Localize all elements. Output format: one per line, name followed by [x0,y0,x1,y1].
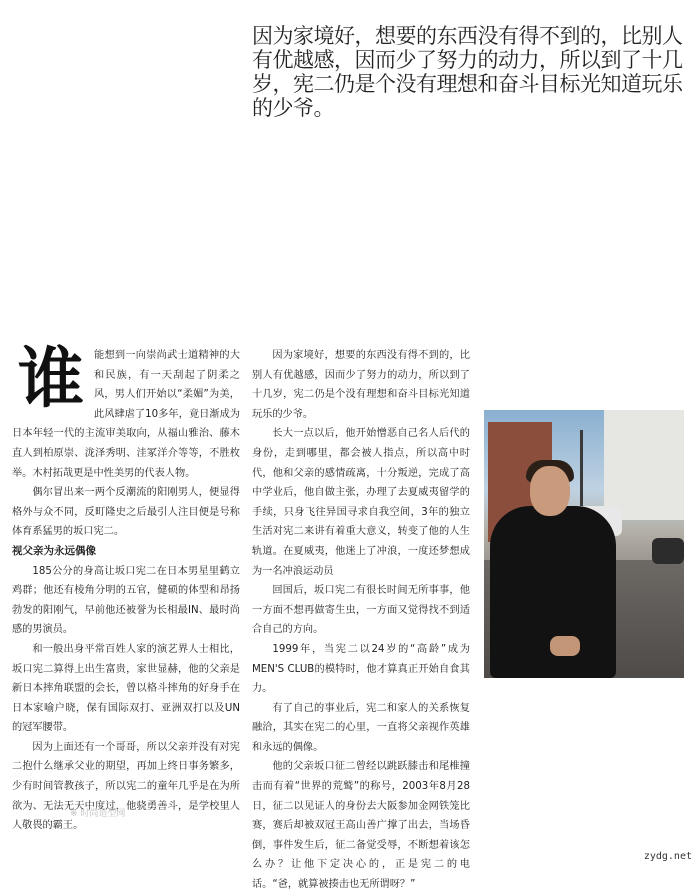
car-shape [652,538,684,564]
paragraph: 185公分的身高让坂口宪二在日本男星里鹤立鸡群；他还有棱角分明的五官，健硕的体型和昂扬勃发的阳刚气，早前他还被誉为长相最IN、最时尚感的男演员。 [12,565,240,636]
paragraph: 回国后，坂口宪二有很长时间无所事事，他一方面不想再做寄生虫，一方面又觉得找不到适合自己的方向。 [252,585,470,636]
paragraph: 1999年，当宪二以24岁的“高龄”成为MEN'S CLUB的模特时，他才算真正开始自食其力。 [252,643,470,695]
hands-shape [550,636,580,656]
portrait-photo [484,410,684,678]
paragraph: 他的父亲坂口征二曾经以跳跃膝击和尾椎撞击而有着“世界的荒鹫”的称号，2003年8月28日，征二以见证人的身份去大阪参加金网铁笼比赛，赛后却被双冠王高山善广撑了出去，当场昏倒，事件发生后，征二备觉受辱，不断想着该怎么办？让他下定决心的，正是宪二的电话。“爸，就算被揍击也无所谓呀？” [252,761,470,891]
faint-watermark: ※ 时尚造型网 [70,809,126,819]
paragraph: 长大一点以后，他开始憎恶自己名人后代的身份，走到哪里，都会被人指点，所以高中时代，他和父亲的感情疏离，十分叛逆，完成了高中学业后，他自做主张，办理了去夏威夷留学的手续，只身飞往异国寻求自我空间，3年的独立生活对宪二来讲有着重大意义，转变了他的人生轨道。在夏威夷，他迷上了冲浪，一度还梦想成为一名冲浪运动员 [252,428,470,577]
paragraph: 因为上面还有一个哥哥，所以父亲并没有对宪二抱什么继承父业的期望，再加上终日事务繁多，少有时间管教孩子，所以宪二的童年几乎是在为所欲为、无法无天中度过，他骁勇善斗，是学校里人人敬畏的霸王。 [12,741,240,832]
paragraph: 能想到一向崇尚武士道精神的大和民族，有一天刮起了阴柔之风，男人们开始以“柔媚”为美，此风肆虐了10多年，竟日渐成为日本年轻一代的主流审美取向，从福山雅治、藤木直人到柏原崇、泷泽秀明、洼冢洋介等等，不胜枚举。木村拓哉更是中性美男的代表人物。 [12,350,240,479]
building-shape [604,410,684,520]
site-watermark: zydg.net [643,851,692,862]
article-column-middle [252,346,470,895]
paragraph: 偶尔冒出来一两个反潮流的阳刚男人，便显得格外与众不同，反町隆史之后最引人注目便是号称体育系猛男的坂口宪二。 [12,487,240,538]
face-shape [530,466,570,516]
paragraph: 有了自己的事业后，宪二和家人的关系恢复融洽，其实在宪二的心里，一直将父亲视作英雄和永远的偶像。 [252,702,470,753]
paragraph: 因为家境好，想要的东西没有得不到的，比别人有优越感，因而少了努力的动力，所以到了十几岁，宪二仍是个没有理想和奋斗目标光知道玩乐的少爷。 [252,350,470,420]
article-column-left [12,339,240,836]
section-subhead: 视父亲为永远偶像 [12,544,96,557]
pull-quote: 因为家境好，想要的东西没有得不到的，比别人有优越感，因而少了努力的动力，所以到了十几岁，宪二仍是个没有理想和奋斗目标光知道玩乐的少爷。 [252,24,683,120]
paragraph: 和一般出身平常百姓人家的演艺界人士相比，坂口宪二算得上出生富贵，家世显赫，他的父亲是新日本摔角联盟的会长，曾以格斗摔角的好身手在日本家喻户晓，保有国际双打、亚洲双打以及UN的冠军腰带。 [12,643,240,734]
dropcap: 谁 [18,339,84,417]
